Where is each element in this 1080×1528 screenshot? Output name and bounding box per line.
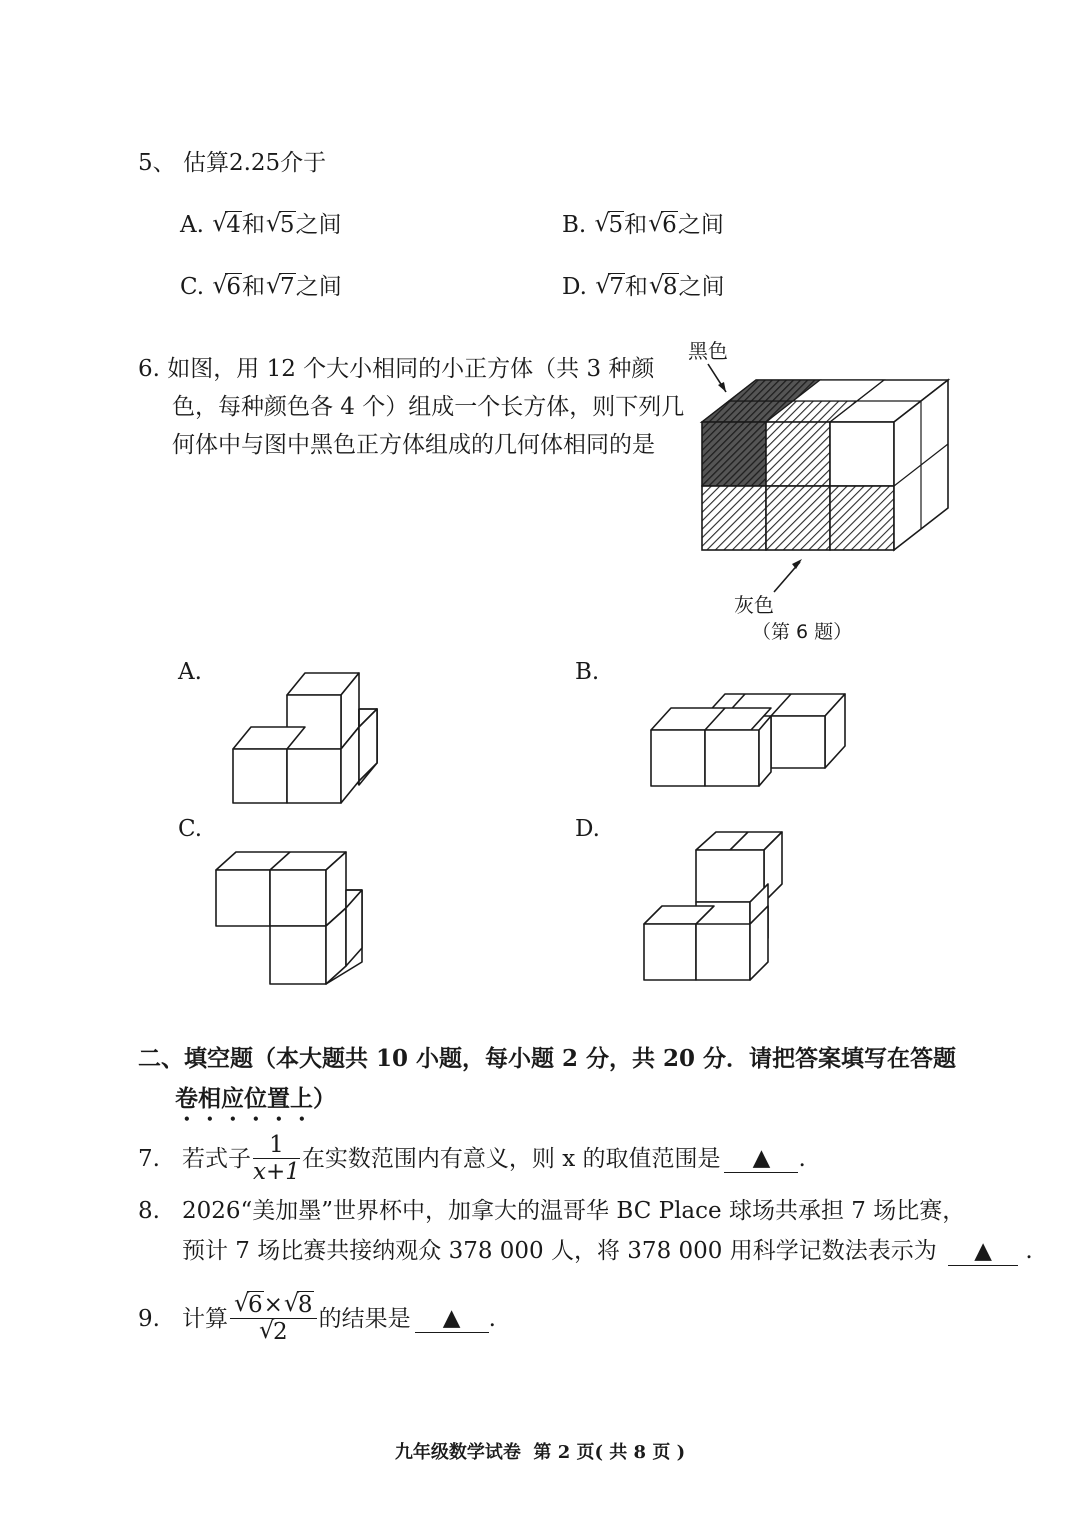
white-cube-front — [830, 422, 894, 486]
radicand: 5 — [608, 212, 624, 238]
radicand: 7 — [280, 274, 295, 300]
stem-text: 的结果是 — [318, 1305, 411, 1332]
denominator: x+1 — [253, 1159, 300, 1185]
label-gray: 灰色 — [734, 593, 774, 617]
numerator: 1 — [253, 1132, 300, 1159]
q5-option-b — [562, 208, 724, 242]
option-tail: 之间 — [295, 212, 342, 238]
q5-option-d — [562, 270, 725, 304]
radicand: 2 — [272, 1319, 288, 1345]
stem-text: 若式子 — [182, 1145, 251, 1172]
gray-cube-front — [766, 422, 830, 486]
q6-option-a-label: A. — [178, 659, 202, 685]
question-8-line-2 — [182, 1234, 1033, 1268]
option-d-figure — [638, 828, 793, 988]
connector: 和 — [241, 212, 265, 238]
question-6-line-3: 何体中与图中黑色正方体组成的几何体相同的是 — [172, 432, 655, 458]
sqrt: √ 5 — [265, 209, 295, 238]
question-8-line-1 — [138, 1194, 965, 1228]
option-c-figure — [210, 848, 375, 988]
question-9 — [138, 1289, 496, 1345]
radicand: 6 — [248, 1292, 263, 1318]
question-7 — [138, 1132, 806, 1185]
question-5-stem — [138, 146, 326, 180]
gray-cube-front — [766, 486, 830, 550]
question-6-line-2: 色，每种颜色各 4 个）组成一个长方体，则下列几 — [172, 394, 685, 420]
option-tail: 之间 — [295, 274, 342, 300]
option-b-figure — [645, 688, 860, 793]
question-number: 7. — [138, 1145, 160, 1172]
q6-option-d-label: D. — [575, 816, 600, 842]
question-number: 8. — [138, 1198, 160, 1224]
connector: 和 — [624, 212, 648, 238]
q6-option-c-label: C. — [178, 816, 203, 842]
option-label: A. — [180, 212, 204, 238]
stem-text: 估算 — [182, 150, 229, 176]
answer-blank[interactable]: ▲ — [415, 1304, 489, 1333]
radicand: 5 — [279, 212, 295, 238]
answer-blank[interactable]: ▲ — [724, 1144, 798, 1173]
answer-blank[interactable]: ▲ — [948, 1237, 1018, 1266]
stem-text: 介于 — [280, 150, 327, 176]
fraction — [230, 1289, 317, 1345]
sqrt: √ 5 — [594, 209, 624, 238]
option-tail: 之间 — [677, 212, 724, 238]
radicand: 8 — [662, 274, 678, 300]
sqrt: √ 4 — [212, 209, 241, 238]
radicand: 6 — [662, 212, 677, 238]
period: . — [1025, 1238, 1033, 1264]
option-label: D. — [562, 274, 587, 300]
option-label: C. — [180, 274, 205, 300]
q5-option-a — [180, 208, 342, 242]
q6-option-b-label: B. — [575, 659, 600, 685]
option-a-figure — [225, 665, 395, 810]
page-footer: 九年级数学试卷 第 2 页( 共 8 页 ) — [394, 1442, 686, 1463]
question-number: 6. — [138, 356, 160, 382]
sqrt: √ 8 — [648, 271, 678, 300]
question-number: 9. — [138, 1305, 160, 1332]
option-tail: 之间 — [678, 274, 725, 300]
stem-text: 在实数范围内有意义，则 x 的取值范围是 — [301, 1145, 721, 1172]
cuboid-figure — [680, 330, 970, 650]
radicand: 8 — [297, 1292, 313, 1318]
figure-caption: （第 6 题） — [752, 621, 853, 643]
sqrt: √ 2 — [258, 1316, 288, 1345]
sqrt: √ 8 — [283, 1289, 313, 1318]
stem-text: 如图，用 12 个大小相同的小正方体（共 3 种颜 — [167, 356, 655, 382]
sqrt: √ 6 — [212, 271, 242, 300]
period: . — [798, 1145, 806, 1172]
sqrt: √ 6 — [234, 1289, 263, 1318]
question-number: 5、 — [138, 150, 176, 176]
stem-text: 预计 7 场比赛共接纳观众 378 000 人，将 378 000 用科学记数法表示为 — [182, 1238, 937, 1264]
times-sign: × — [263, 1292, 283, 1318]
gray-cube-front — [830, 486, 894, 550]
radicand: 6 — [226, 274, 242, 300]
radicand: 7 — [609, 274, 624, 300]
connector: 和 — [242, 274, 266, 300]
period: . — [488, 1305, 496, 1332]
sqrt: √ 7 — [595, 271, 624, 300]
fraction — [253, 1132, 300, 1185]
stem-text: 计算 — [182, 1305, 228, 1332]
sqrt: √ 7 — [266, 271, 295, 300]
numerator — [230, 1289, 317, 1319]
option-label: B. — [562, 212, 587, 238]
section-title: 填空题 — [184, 1045, 253, 1072]
section-2-heading — [138, 1042, 956, 1076]
q5-option-c — [180, 270, 342, 304]
denominator — [230, 1316, 317, 1345]
gray-cube-front — [702, 486, 766, 550]
section-2-heading-line-2: 卷相应位置上） — [175, 1085, 336, 1112]
stem-text: 2026“美加墨”世界杯中，加拿大的温哥华 BC Place 球场共承担 7 场比赛， — [182, 1198, 966, 1224]
section-desc: （本大题共 10 小题，每小题 2 分，共 20 分．请把答案填写在答题 — [253, 1045, 957, 1072]
repeating-decimal: 2.25 — [228, 150, 281, 176]
black-cube-front — [702, 422, 766, 486]
sqrt: √ 6 — [648, 209, 677, 238]
radicand: 4 — [226, 212, 241, 238]
section-mark: 二、 — [138, 1045, 184, 1072]
connector: 和 — [624, 274, 648, 300]
label-black: 黑色 — [688, 339, 728, 363]
question-6-line-1 — [138, 352, 654, 386]
